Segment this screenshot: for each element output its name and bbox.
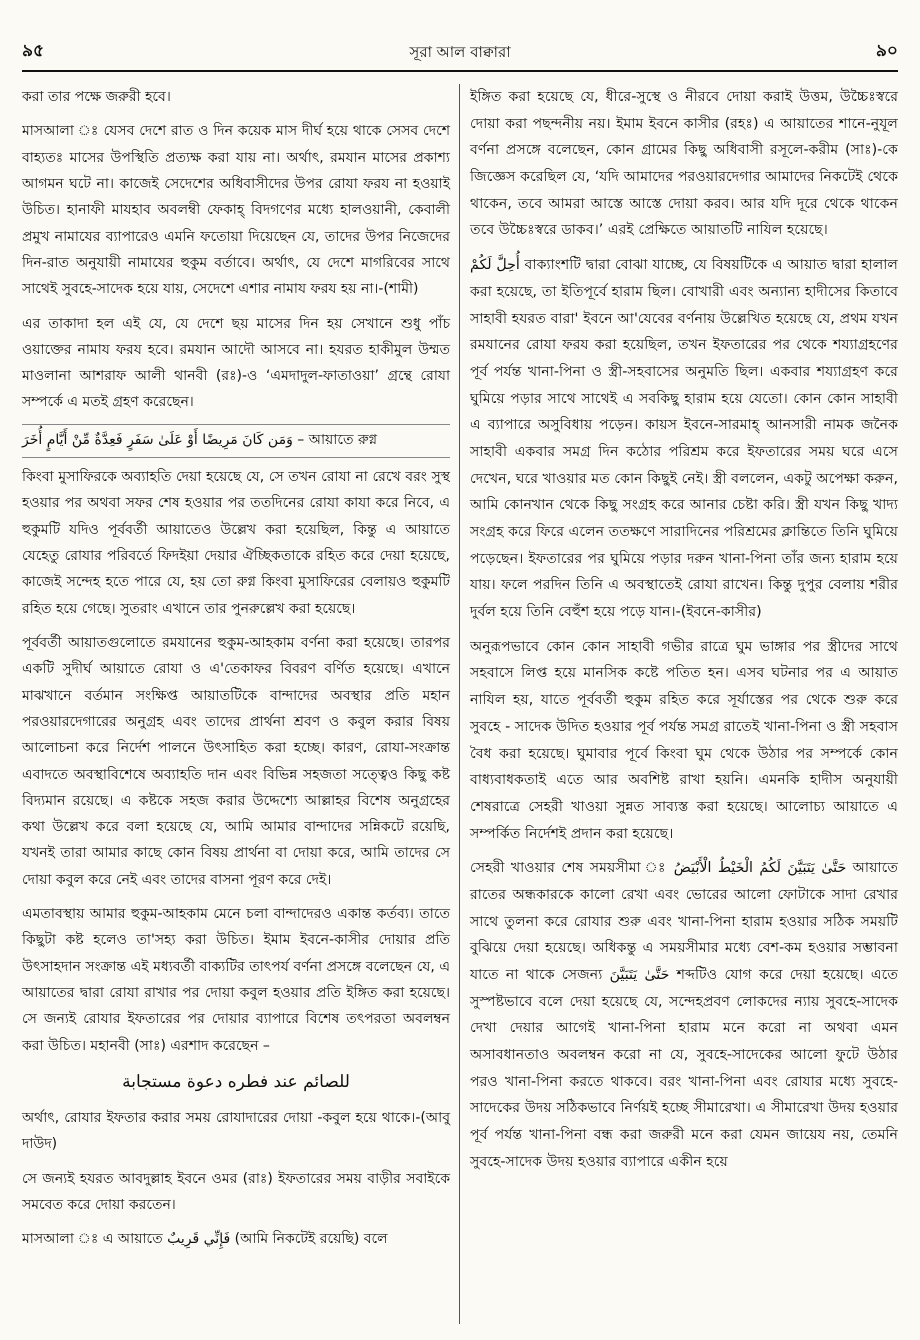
paragraph: অনুরূপভাবে কোন কোন সাহাবী গভীর রাত্রে ঘুম ভাঙ্গার পর স্ত্রীদের সাথে সহবাসে লিপ্ত হয়ে মানসিক কষ্টে পতিত হন। এসব ঘটনার পর এ আয়াত নাযিল হয়, যাতে পূর্ববর্তী হুকুম রহিত করে সূর্যাস্তের পর থেকে শুরু করে সুবহে - সাদেক উদিত হওয়ার পূর্ব পর্যন্ত সমগ্র রাতেই খানা-পিনা ও স্ত্রী সহবাস বৈধ করা হয়েছে। ঘুমাবার পূর্বে কিংবা ঘুম থেকে উঠার পর সম্পর্কে কোন বাধ্যবাধকতাই এতে আর অবশিষ্ট রাখা হয়নি। এমনকি হাদীস অনুযায়ী শেষরাত্রে সেহরী খাওয়া সুন্নত সাব্যস্ত করা হয়েছে। আলোচ্য আয়াতে এ সম্পর্কিত নির্দেশই প্রদান করা হয়েছে। — [470, 638, 898, 842]
paragraph: পূর্ববর্তী আয়াতগুলোতে রমযানের হুকুম-আহকাম বর্ণনা করা হয়েছে। তারপর একটি সুদীর্ঘ আয়াতে রোযা ও এ'তেকাফর বিবরণ বর্ণিত হয়েছে। এখানে মাঝখানে বর্তমান সংক্ষিপ্ত আয়াতটিকে বান্দাদের অবস্থার প্রতি মহান পরওয়ারদেগারের অনুগ্রহ এবং তাদের প্রার্থনা শ্রবণ ও কবুল করার বিষয় আলোচনা করে নির্দেশ পালনে উৎসাহিত করা হচ্ছে। কারণ, রোযা-সংক্রান্ত এবাদতে অবস্থাবিশেষে অব্যাহতি দান এবং বিভিন্ন সহজতা সত্ত্বেও কিছু কষ্ট বিদ্যমান রয়েছে। এ কষ্টকে সহজ করার উদ্দেশ্যে আল্লাহর বিশেষ অনুগ্রহের কথা উল্লেখ করে বলা হয়েছে যে, আমি আমার বান্দাদের সন্নিকটে রয়েছি, যখনই তারা আমার কাছে কোন বিষয় প্রার্থনা বা দোয়া করে, আমি তাদের সে দোয়া কবুল করে নেই এবং তাদের বাসনা পূরণ করে দেই। — [22, 634, 450, 888]
paragraph: সে জন্যই হযরত আবদুল্লাহ ইবনে ওমর (রাঃ) ইফতারের সময় বাড়ীর সবাইকে সমবেত করে দোয়া করতেন। — [22, 1170, 450, 1213]
column-divider — [459, 84, 460, 1324]
sehri-time-paragraph: সেহরী খাওয়ার শেষ সময়সীমা ঃ حَتَّىٰ يَتَبَيَّنَ لَكُمُ الْخَيْطُ الْأَبْيَضُ আয়াতে রাতের অন্ধকারকে কালো রেখা এবং ভোরের আলো ফোটাকে সাদা রেখার সাথে তুলনা করে রোযার শুরু এবং খানা-পিনা হারাম হওয়ার সঠিক সময়টি বুঝিয়ে দেয়া হয়েছে। অধিকন্তু এ সময়সীমার মধ্যে বেশ-কম হওয়ার সম্ভাবনা যাতে না থাকে সেজন্য حَتَّىٰ يَتَبَيَّنَ শব্দটিও যোগ করে দেয়া হয়েছে। এতে সুস্পষ্টভাবে বলে দেয়া হয়েছে যে, সন্দেহপ্রবণ লোকদের ন্যায় সুবহে-সাদেক দেখা দেয়ার আগেই খানা-পিনা হারাম মনে করো না অথবা এমন অসাবধানতাও অবলম্বন করো না যে, সুবহে-সাদেকের আলো ফুটে উঠার পরও খানা-পিনা করতে থাকবে। বরং খানা-পিনা এবং রোযার মধ্যে সুবহে-সাদেকের উদয় সঠিকভাবে নির্ণয়ই হচ্ছে সীমারেখা। এ সীমারেখা উদয় হওয়ার পূর্ব পর্যন্ত খানা-পিনা বন্ধ করা জরুরী মনে করা যেমন জায়েয নয়, তেমনি সুবহে-সাদেক উদয় হওয়ার ব্যাপারে একীন হয়ে — [470, 860, 898, 1170]
paragraph: এমতাবস্থায় আমার হুকুম-আহকাম মেনে চলা বান্দাদেরও একান্ত কর্তব্য। তাতে কিছুটা কষ্ট হলেও তা'সহ্য করা উচিত। ইমাম ইবনে-কাসীর দোয়ার প্রতি উৎসাহদান সংক্রান্ত এই মধ্যবর্তী বাক্যটির তাৎপর্য বর্ণনা প্রসঙ্গে বলেছেন যে, এ আয়াতের দ্বারা রোযা রাখার পর দোয়া কবুল হওয়ার প্রতি ইঙ্গিত করা হয়েছে। সে জন্যই রোযার ইফতারের পর দোয়ার ব্যাপারে বিশেষ তৎপরতা অবলম্বন করা উচিত। মহানবী (সাঃ) এরশাদ করেছেন – — [22, 906, 450, 1054]
paragraph: অর্থাৎ, রোযার ইফতার করার সময় রোযাদারের দোয়া -কবুল হয়ে থাকে।-(আবু দাউদ) — [22, 1109, 450, 1153]
paragraph: করা তার পক্ষে জরুরী হবে। — [22, 89, 171, 105]
masala-paragraph: মাসআলা ঃ এ আয়াতে فَإِنِّي قَرِيبٌ (আমি নিকটেই রয়েছি) বলে — [22, 1231, 388, 1248]
masala-paragraph: মাসআলা ঃ যেসব দেশে রাত ও দিন কয়েক মাস দীর্ঘ হয়ে থাকে সেসব দেশে বাহ্যতঃ মাসের উপস্থিতি প্রত্যক্ষ করা যায় না। অর্থাৎ, রমযান মাসের প্রকাশ্য আগমন ঘটে না। কাজেই সেদেশের অধিবাসীদের উপর রোযা ফরয না হওয়াই উচিত। হানাফী মাযহাব অবলম্বী ফেকাহ্ বিদগণের মধ্যে হালওয়ানী, কেবালী প্রমুখ নামাযের ব্যাপারেও এমনি ফতোয়া দিয়েছেন যে, তাদের উপর নিজেদের দিন-রাত অনুযায়ী নামাযের হুকুম বর্তাবে। অর্থাৎ, যে দেশে মাগরিবের সাথে সাথেই সুবহে-সাদেক হয়ে যায়, সেদেশে এশার নামায ফরয হয় না।-(শামী) — [22, 123, 450, 298]
paragraph: ইঙ্গিত করা হয়েছে যে, ধীরে-সুস্থে ও নীরবে দোয়া করাই উত্তম, উচ্চৈঃস্বরে দোয়া করা পছন্দনীয় নয়। ইমাম ইবনে কাসীর (রহঃ) এ আয়াতের শানে-নুযূল বর্ণনা প্রসঙ্গে বলেছেন, কোন গ্রামের কিছু অধিবাসী রসূলে-করীম (সাঃ)-কে জিজ্ঞেস করেছিল যে, ‘যদি আমাদের পরওয়ারদেগার আমাদের নিকটেই থেকে থাকেন, তবে আমরা আস্তে আস্তে দোয়া করব। আর যদি দূরে থেকে থাকেন তবে উচ্চৈঃস্বরে ডাকব।’ এরই প্রেক্ষিতে আয়াতটি নাযিল হয়েছে। — [470, 89, 898, 239]
header-rule — [22, 70, 898, 72]
page-header — [22, 38, 898, 66]
left-page-number: ৯৫ — [22, 41, 45, 61]
left-column — [22, 84, 450, 1260]
paragraph: কিংবা মুসাফিরকে অব্যাহতি দেয়া হয়েছে যে, সে তখন রোযা না রেখে বরং সুস্থ হওয়ার পর অথবা সফর শেষ হওয়ার পর ততদিনের রোযা কাযা করে নিবে, এ হুকুমটি যদিও পূর্ববর্তী আয়াতেও উল্লেখ করা হয়েছিল, কিন্তু এ আয়াতে যেহেতু রোযার পরিবর্তে ফিদইয়া দেয়ার ঐচ্ছিকতাকে রহিত করে দেয়া হয়েছে, কাজেই সন্দেহ হতে পারে যে, হয় তো রুগ্ন কিংবা মুসাফিরের বেলায়ও হুকুমটি রহিত হয়ে গেছে। সুতরাং এখানে তার পুনরুল্লেখ করা হয়েছে। — [22, 469, 450, 617]
right-column — [470, 84, 898, 1184]
paragraph: أُحِلَّ لَكُمْ বাক্যাংশটি দ্বারা বোঝা যাচ্ছে, যে বিষয়টিকে এ আয়াত দ্বারা হালাল করা হয়েছে, তা ইতিপূর্বে হারাম ছিল। বোখারী এবং অন্যান্য হাদীসের কিতাবে সাহাবী হযরত বারা' ইবনে আ'যেবের বর্ণনায় উল্লেখিত হয়েছে যে, প্রথম যখন রমযানের রোযা ফরয করা হয়েছিল, তখন ইফতারের পর থেকে শয্যাগ্রহণের পূর্ব পর্যন্ত খানা-পিনা ও স্ত্রী-সহবাসের অনুমতি ছিল। একবার শয্যাগ্রহণ করে ঘুমিয়ে পড়ার সাথে সাথেই এ সবকিছু হারাম হয়ে যেতো। কোন কোন সাহাবী এ ব্যাপারে অসুবিধায় পড়েন। কায়স ইবনে-সারমাহ্ আনসারী নামক জনৈক সাহাবী একবার সমগ্র দিন কঠোর পরিশ্রম করে ইফতারের সময় ঘরে এসে দেখেন, ঘরে খাওয়ার মত কোন কিছুই নেই। স্ত্রী বললেন, একটু অপেক্ষা করুন, আমি কোনখান থেকে কিছু সংগ্রহ করে আনার চেষ্টা করি। স্ত্রী যখন কিছু খাদ্য সংগ্রহ করে ফিরে এলেন ততক্ষণে সারাদিনের পরিশ্রমের ক্লান্তিতে তিনি ঘুমিয়ে পড়েছেন। ইফতারের পর ঘুমিয়ে পড়ার দরুন খানা-পিনা তাঁর জন্য হারাম হয়ে যায়। ফলে পরদিন তিনি এ অবস্থাতেই রোযা রাখেন। কিন্তু দুপুর বেলায় শরীর দুর্বল হয়ে তিনি বেহুঁশ হয়ে পড়ে যান।-(ইবনে-কাসীর) — [470, 257, 898, 621]
right-page-number: ৯০ — [875, 41, 898, 61]
surah-title: সূরা আল বাক্বারা — [409, 43, 511, 61]
paragraph: এর তাকাদা হল এই যে, যে দেশে ছয় মাসের দিন হয় সেখানে শুধু পাঁচ ওয়াক্তের নামায ফরয হবে। রমযান আদৌ আসবে না। হযরত হাকীমুল উম্মত মাওলানা আশরাফ আলী থানবী (রঃ)-ও ‘এমদাদুল-ফাতাওয়া’ গ্রন্থে রোযা সম্পর্কে এ মতই গ্রহণ করেছেন। — [22, 315, 450, 411]
hadith-arabic: للصائم عند فطره دعوة مستجابة — [122, 1071, 350, 1092]
ayah-reference: وَمَن كَانَ مَرِيضًا أَوْ عَلَىٰ سَفَرٍ فَعِدَّةٌ مِّنْ أَيَّامٍ أُخَرَ – আয়াতে রুগ্ন — [22, 424, 450, 458]
